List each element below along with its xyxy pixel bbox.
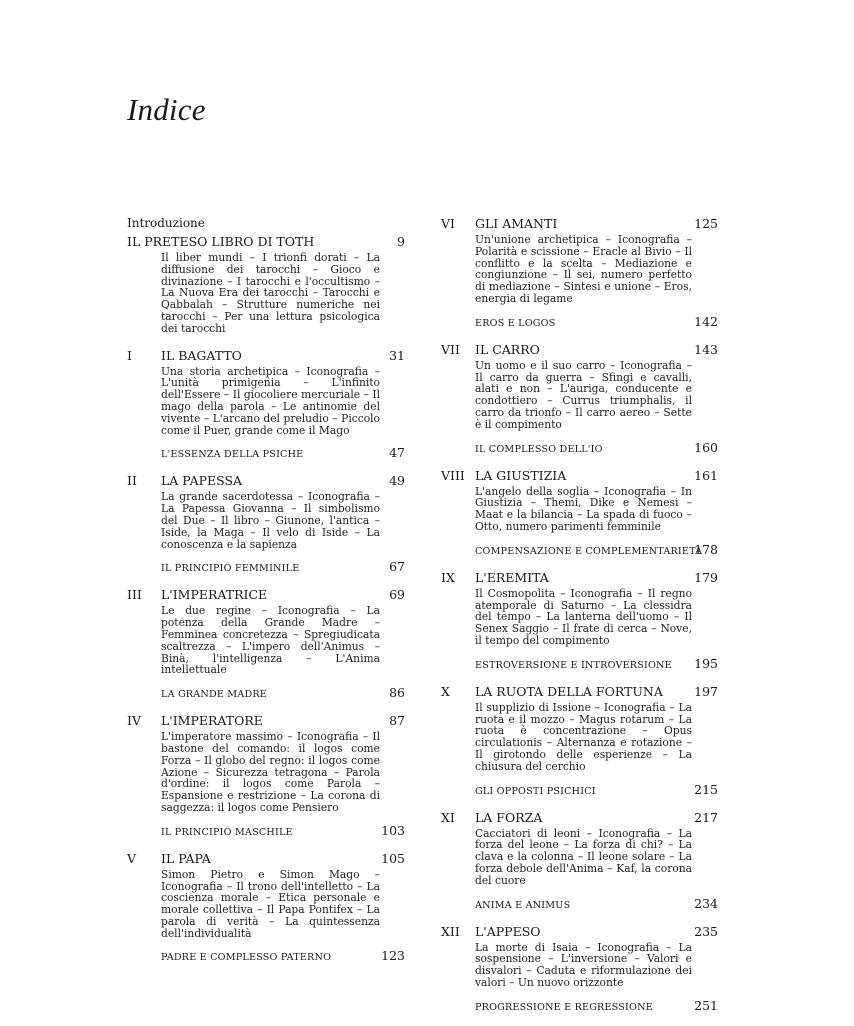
entry-head bbox=[441, 570, 718, 586]
chapter-title: LA PAPESSA bbox=[161, 473, 243, 489]
sub-entry-page: 47 bbox=[389, 445, 405, 461]
chapter-numeral: I bbox=[127, 347, 132, 363]
sub-entry[interactable] bbox=[441, 897, 718, 911]
chapter-title: LA FORZA bbox=[475, 809, 543, 825]
chapter-summary: L'angelo della soglia – Iconografia – In Giustizia – Themi, Dike e Nemesi – Maat e la bilancia – La spada di fuoco – Otto, numero parimenti femminile bbox=[475, 484, 692, 533]
sub-entry-page: 123 bbox=[381, 948, 405, 964]
page-number: 197 bbox=[694, 683, 718, 699]
sub-entry-page: 234 bbox=[694, 895, 718, 911]
sub-entry-title: ANIMA E ANIMUS bbox=[475, 899, 571, 911]
entry-head bbox=[441, 684, 718, 700]
toc-entry-vi[interactable] bbox=[441, 216, 718, 329]
toc-entry-iii[interactable] bbox=[127, 587, 405, 700]
page-number: 161 bbox=[694, 467, 718, 483]
chapter-summary: Una storia archetipica – Iconografia – L'unità primigenia – L'infinito dell'Essere – Il giocoliere mercuriale – Il mago della parola – Le antinomie del vivente – L'arcano del preludio – Piccolo come il Puer, grande come il Mago bbox=[161, 364, 380, 437]
chapter-summary: La grande sacerdotessa – Iconografia – La Papessa Giovanna – Il simbolismo del Due – Il libro – Giunone, l'antica – Iside, la Maga – Il velo di Iside – La conoscenza e la sapienza bbox=[161, 490, 380, 551]
chapter-numeral: IV bbox=[127, 713, 141, 729]
chapter-summary: La morte di Isaia – Iconografia – La sospensione – L'inversione – Valori e disvalori – Caduta e riformulazione dei valori – Un nuovo orizzonte bbox=[475, 940, 692, 989]
chapter-title: L'EREMITA bbox=[475, 569, 549, 585]
sub-entry-page: 251 bbox=[694, 997, 718, 1013]
sub-entry[interactable] bbox=[441, 441, 718, 455]
entry-head bbox=[441, 924, 718, 940]
sub-entry[interactable] bbox=[127, 446, 405, 460]
sub-entry[interactable] bbox=[441, 315, 718, 329]
sub-entry-title: PADRE E COMPLESSO PATERNO bbox=[161, 952, 332, 964]
toc-entry-viii[interactable] bbox=[441, 468, 718, 557]
chapter-summary: Le due regine – Iconografia – La potenza della Grande Madre – Femminea concretezza – Spregiudicata scaltrezza – L'impero dell'Animus – Binà, l'intelligenza – L'Anima intellettuale bbox=[161, 604, 380, 677]
sub-entry-page: 195 bbox=[694, 655, 718, 671]
toc-entry-vii[interactable] bbox=[441, 342, 718, 455]
sub-entry[interactable] bbox=[127, 686, 405, 700]
sub-entry-page: 103 bbox=[381, 822, 405, 838]
page-title: Indice bbox=[127, 92, 206, 127]
chapter-title: LA GIUSTIZIA bbox=[475, 467, 567, 483]
toc-column-right bbox=[441, 216, 718, 1026]
chapter-numeral: V bbox=[127, 850, 137, 866]
toc-entry-ix[interactable] bbox=[441, 570, 718, 671]
chapter-title: L'IMPERATORE bbox=[161, 713, 263, 729]
toc-entry-v[interactable] bbox=[127, 851, 405, 964]
chapter-summary: Il Cosmopolita – Iconografia – Il regno atemporale di Saturno – La clessidra del tempo – La lanterna dell'uomo – Il Senex Saggio – Il frate di cerca – Nove, il tempo del compimento bbox=[475, 586, 692, 647]
toc-entry-x[interactable] bbox=[441, 684, 718, 797]
sub-entry-title: IL PRINCIPIO FEMMINILE bbox=[161, 563, 300, 575]
page-number: 9 bbox=[397, 234, 405, 249]
entry-head bbox=[127, 473, 405, 489]
chapter-numeral: III bbox=[127, 587, 142, 603]
chapter-summary: Il liber mundi – I trionfi dorati – La diffusione dei tarocchi – Gioco e divinazione – I tarocchi e l'occultismo – La Nuova Era dei tarocchi – Tarocchi e Qabbalah – Strutture numeriche nei tarocchi – Per una lettura psicologica dei tarocchi bbox=[161, 251, 380, 335]
entry-head bbox=[127, 348, 405, 364]
entry-head bbox=[441, 342, 718, 358]
chapter-title: LA RUOTA DELLA FORTUNA bbox=[475, 683, 663, 699]
sub-entry-title: L'ESSENZA DELLA PSICHE bbox=[161, 449, 304, 461]
entry-head bbox=[127, 713, 405, 729]
page-number: 143 bbox=[694, 341, 718, 357]
toc-entry-iv[interactable] bbox=[127, 713, 405, 838]
toc-entry-xi[interactable] bbox=[441, 810, 718, 911]
chapter-title: IL PRETESO LIBRO DI TOTH bbox=[127, 234, 315, 249]
page-number: 105 bbox=[381, 850, 405, 866]
sub-entry-title: COMPENSAZIONE E COMPLEMENTARIETÀ bbox=[475, 545, 703, 557]
chapter-summary: Un uomo e il suo carro – Iconografia – Il carro da guerra – Sfingi e cavalli, alati e non – L'auriga, conducente e condottiero – Currus triumphalis, il carro da trionfo – Il carro aereo – Sette è il compimento bbox=[475, 358, 692, 431]
entry-head bbox=[441, 810, 718, 826]
page-number: 125 bbox=[694, 216, 718, 231]
entry-head bbox=[127, 234, 405, 250]
sub-entry-page: 160 bbox=[694, 439, 718, 455]
page-number: 179 bbox=[694, 569, 718, 585]
chapter-summary: Cacciatori di leoni – Iconografia – La forza del leone – La forza di chi? – La clava e la colonna – Il leone solare – La forza debole dell'Anima – Kaf, la corona del cuore bbox=[475, 826, 692, 887]
sub-entry[interactable] bbox=[127, 824, 405, 838]
toc-entry-i[interactable] bbox=[127, 348, 405, 461]
sub-entry[interactable] bbox=[441, 657, 718, 671]
sub-entry-title: GLI OPPOSTI PSICHICI bbox=[475, 785, 596, 797]
entry-head bbox=[441, 216, 718, 232]
sub-entry[interactable] bbox=[441, 783, 718, 797]
page-number: 31 bbox=[389, 347, 405, 363]
chapter-numeral: VII bbox=[441, 341, 460, 357]
sub-entry[interactable] bbox=[441, 999, 718, 1013]
chapter-numeral: XII bbox=[441, 923, 460, 939]
chapter-title: IL CARRO bbox=[475, 341, 540, 357]
chapter-numeral: XI bbox=[441, 809, 455, 825]
chapter-numeral: X bbox=[441, 683, 450, 699]
chapter-list-left bbox=[127, 348, 405, 964]
chapter-numeral: VIII bbox=[441, 467, 465, 483]
chapter-summary: Simon Pietro e Simon Mago – Iconografia – Il trono dell'intelletto – La coscienza morale – Etica personale e morale collettiva – Il Papa Pontifex – La parola di verità – La quintessenza dell'individualità bbox=[161, 867, 380, 940]
sub-entry-title: EROS E LOGOS bbox=[475, 317, 556, 329]
chapter-summary: Un'unione archetipica – Iconografia – Polarità e scissione – Eracle al Bivio – Il conflitto e la scelta – Mediazione e congiunzione – Il sei, numero perfetto di mediazione – Sintesi e unione – Eros, energia di legame bbox=[475, 233, 692, 305]
chapter-summary: L'imperatore massimo – Iconografia – Il bastone del comando: il logos come Forza – Il globo del regno: il logos come Azione – Sicurezza tetragona – Parola d'ordine: il logos come Parola – Espansione e restrizione – La corona di saggezza: il logos come Pensiero bbox=[161, 730, 380, 814]
page-number: 235 bbox=[694, 923, 718, 939]
sub-entry-title: IL COMPLESSO DELL'IO bbox=[475, 443, 603, 455]
chapter-title: L'IMPERATRICE bbox=[161, 587, 268, 603]
sub-entry-page: 178 bbox=[694, 541, 718, 557]
chapter-title: IL PAPA bbox=[161, 850, 211, 866]
entry-head bbox=[127, 587, 405, 603]
intro-entry[interactable]: Introduzione bbox=[127, 216, 205, 230]
sub-entry-title: LA GRANDE MADRE bbox=[161, 689, 267, 701]
sub-entry-page: 86 bbox=[389, 685, 405, 701]
sub-entry-page: 67 bbox=[389, 559, 405, 575]
toc-entry-ii[interactable] bbox=[127, 473, 405, 574]
sub-entry[interactable] bbox=[127, 560, 405, 574]
page-number: 217 bbox=[694, 809, 718, 825]
toc-entry-xii[interactable] bbox=[441, 924, 718, 1013]
sub-entry[interactable] bbox=[127, 949, 405, 963]
sub-entry-title: PROGRESSIONE E REGRESSIONE bbox=[475, 1001, 653, 1013]
chapter-summary: Il supplizio di Issione – Iconografia – La ruota e il mozzo – Magus rotarum – La ruota è concentrazione – Opus circulationis – Alternanza e rotazione – Il girotondo delle esperienze – La chiusura del cerchio bbox=[475, 700, 692, 773]
chapter-numeral: VI bbox=[441, 216, 455, 231]
toc-entry-preface[interactable] bbox=[127, 234, 405, 335]
chapter-numeral: IX bbox=[441, 569, 455, 585]
chapter-list-right bbox=[441, 216, 718, 1013]
chapter-title: L'APPESO bbox=[475, 923, 541, 939]
sub-entry-title: IL PRINCIPIO MASCHILE bbox=[161, 826, 293, 838]
chapter-title: IL BAGATTO bbox=[161, 347, 242, 363]
chapter-title: GLI AMANTI bbox=[475, 216, 558, 231]
page-number: 69 bbox=[389, 587, 405, 603]
toc-column-left bbox=[127, 216, 405, 976]
entry-head bbox=[441, 468, 718, 484]
sub-entry[interactable] bbox=[441, 543, 718, 557]
page-number: 49 bbox=[389, 473, 405, 489]
page-number: 87 bbox=[389, 713, 405, 729]
sub-entry-page: 142 bbox=[694, 313, 718, 329]
chapter-numeral: II bbox=[127, 473, 137, 489]
sub-entry-title: ESTROVERSIONE E INTROVERSIONE bbox=[475, 659, 672, 671]
sub-entry-page: 215 bbox=[694, 781, 718, 797]
entry-head bbox=[127, 851, 405, 867]
